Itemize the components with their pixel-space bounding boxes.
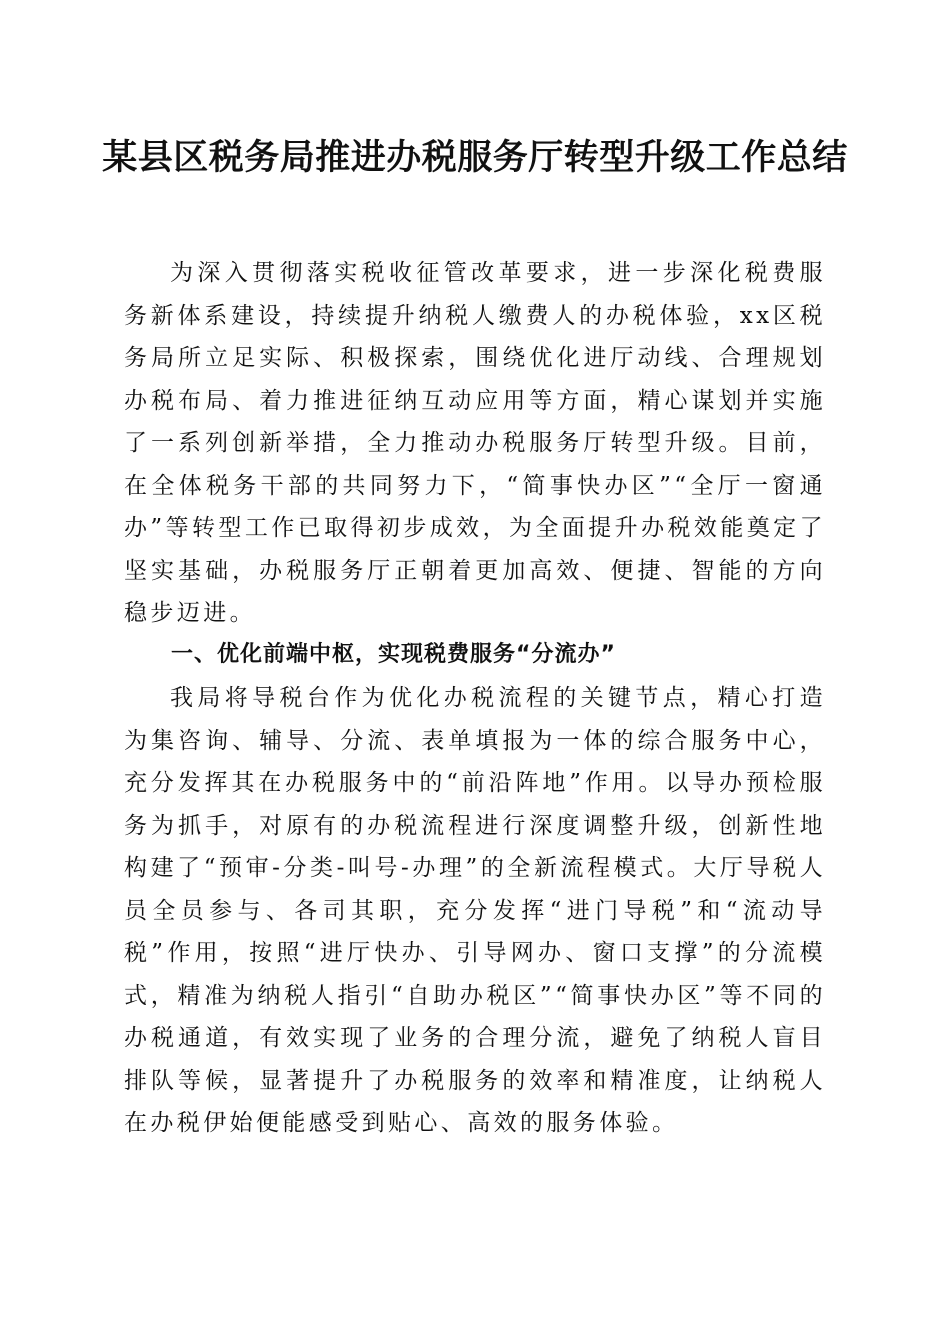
section-heading: 一、优化前端中枢，实现税费服务“分流办”: [171, 642, 616, 667]
intro-paragraph: 为深入贯彻落实税收征管改革要求，进一步深化税费服务新体系建设，持续提升纳税人缴费人的办税体验，xx区税务局所立足实际、积极探索，围绕优化进厅动线、合理规划办税布局、着力推进征纳互动应用等方面，精心谋划并实施了一系列创新举措，全力推动办税服务厅转型升级。目前，在全体税务干部的共同努力下，“简事快办区”“全厅一窗通办”等转型工作已取得初步成效，为全面提升办税效能奠定了坚实基础，办税服务厅正朝着更加高效、便捷、智能的方向稳步迈进。: [124, 260, 826, 626]
section-paragraph: 我局将导税台作为优化办税流程的关键节点，精心打造为集咨询、辅导、分流、表单填报为一体的综合服务中心，充分发挥其在办税服务中的“前沿阵地”作用。以导办预检服务为抓手，对原有的办税流程进行深度调整升级，创新性地构建了“预审-分类-叫号-办理”的全新流程模式。大厅导税人员全员参与、各司其职，充分发挥“进门导税”和“流动导税”作用，按照“进厅快办、引导网办、窗口支撑”的分流模式，精准为纳税人指引“自助办税区”“简事快办区”等不同的办税通道，有效实现了业务的合理分流，避免了纳税人盲目排队等候，显著提升了办税服务的效率和精准度，让纳税人在办税伊始便能感受到贴心、高效的服务体验。: [124, 685, 826, 1136]
document-title: 某县区税务局推进办税服务厅转型升级工作总结: [102, 137, 848, 178]
